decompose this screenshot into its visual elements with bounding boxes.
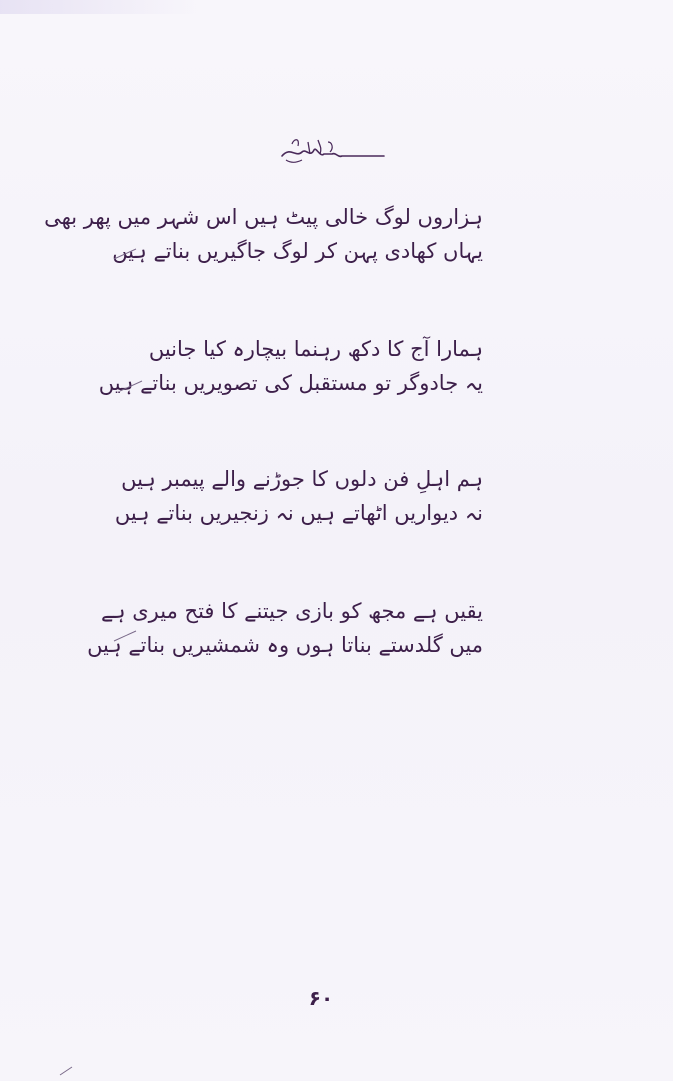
page-number: ۶۰	[308, 986, 334, 1010]
margin-tick-mark	[112, 246, 138, 260]
margin-tick-mark	[112, 628, 138, 642]
verse-line: یہاں کھادی پہن کر لوگ جاگیریں بناتے ہیں	[112, 239, 483, 263]
verse-line: ہم اہلِ فن دلوں کا جوڑنے والے پیمبر ہیں	[121, 467, 483, 491]
stanza-2	[98, 332, 483, 400]
margin-tick-mark	[118, 378, 144, 392]
stanza-3	[114, 462, 483, 530]
verse-line: ہمارا آج کا دکھ رہنما بیچارہ کیا جانیں	[148, 337, 483, 361]
verse-line: یقیں ہے مجھ کو بازی جیتنے کا فتح میری ہے	[100, 599, 483, 623]
scan-smudge	[0, 0, 200, 14]
verse-line: یہ جادوگر تو مستقبل کی تصویریں بناتے ہیں	[98, 371, 483, 395]
corner-tick-mark	[58, 1062, 74, 1074]
calligraphic-signature	[272, 128, 392, 176]
stanza-1	[44, 200, 483, 268]
verse-line: ہزاروں لوگ خالی پیٹ ہیں اس شہر میں پھر بھی	[44, 205, 483, 229]
stanza-4	[87, 594, 483, 662]
header-title	[542, 278, 622, 288]
verse-line: نہ دیواریں اٹھاتے ہیں نہ زنجیریں بناتے ہیں	[114, 501, 483, 525]
verse-line: میں گلدستے بناتا ہوں وہ شمشیریں بناتے ہیں	[87, 633, 483, 657]
